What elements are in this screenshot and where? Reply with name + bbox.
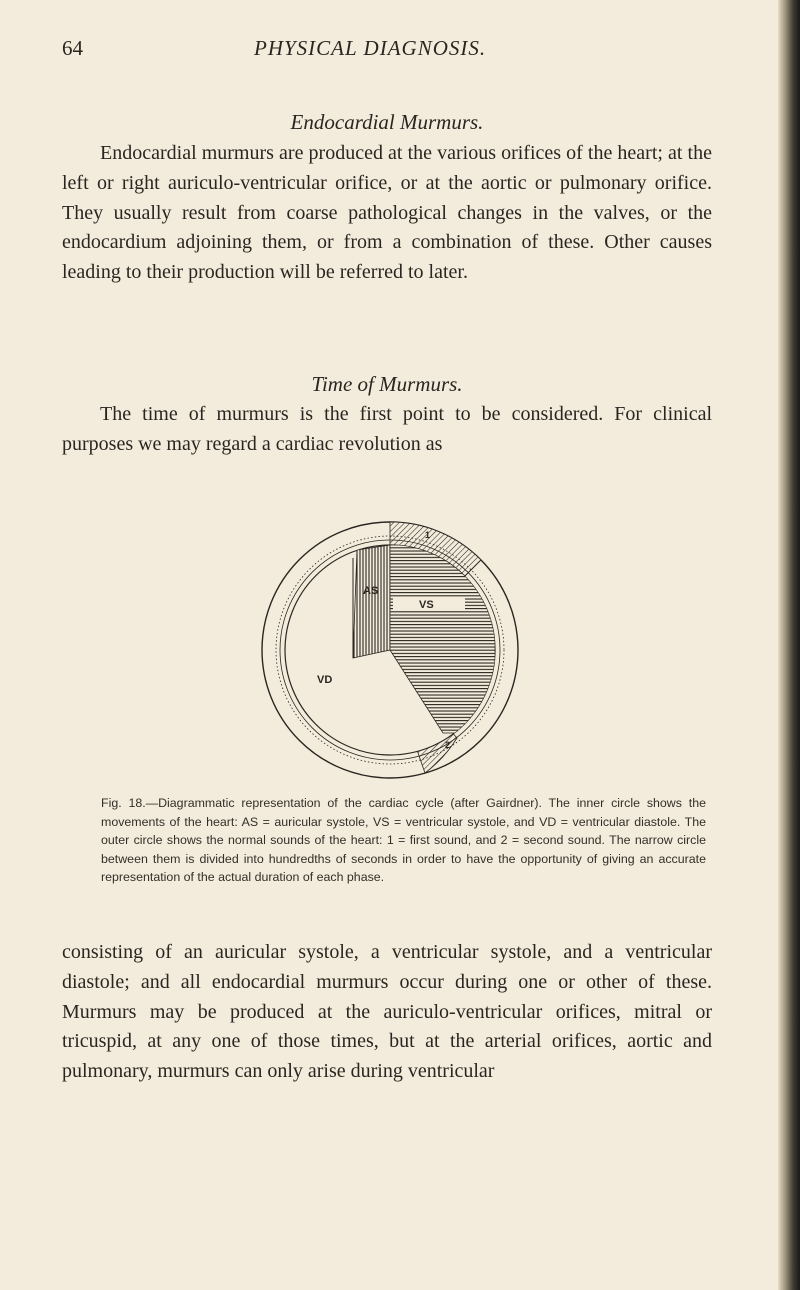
inner-circle-heart-movements xyxy=(285,545,495,755)
book-spine-edge xyxy=(778,0,800,1290)
label-ventricular-systole: VS xyxy=(419,599,434,611)
paragraph-endocardial-murmurs: Endocardial murmurs are produced at the various orifices of the heart; at the left or right auriculo-ventricular orifice, or at the aortic or pulmonary orifice. They usually result from coarse pathological changes in the valves, or the endocardium adjoining them, or from a combination of these. Other causes leading to their production will be referred to later. xyxy=(62,142,712,284)
cardiac-cycle-diagram xyxy=(245,518,545,783)
figure-caption: Fig. 18.—Diagrammatic representation of the cardiac cycle (after Gairdner). The inner circle shows the movements of the heart: AS = auricular systole, VS = ventricular systole, and VD = ventricular diastole. The outer circle shows the normal sounds of the heart: 1 = first sound, and 2 = second sound. The narrow circle between them is divided into hundredths of seconds in order to have the opportunity of giving an accurate representation of the actual duration of each phase. xyxy=(101,796,706,885)
label-first-sound: 1 xyxy=(425,530,431,540)
paragraph-continuation: consisting of an auricular systole, a ventricular systole, and a ventricular diastole; and all endocardial murmurs occur during one or other of these. Murmurs may be produced at the auriculo-ventricular orifices, mitral or tricuspid, at any one of those times, but at the arterial orifices, aortic and pulmonary, murmurs can only arise during ventricular xyxy=(62,941,712,1083)
section-heading-endocardial-murmurs: Endocardial Murmurs. xyxy=(290,110,484,134)
page-header xyxy=(62,36,712,66)
auricular-systole-sector xyxy=(353,545,390,658)
page-number: 64 xyxy=(62,36,83,60)
label-ventricular-diastole: VD xyxy=(317,674,333,686)
section-heading-time-of-murmurs: Time of Murmurs. xyxy=(311,372,463,396)
label-second-sound: 2 xyxy=(445,740,451,750)
label-auricular-systole: AS xyxy=(363,585,379,597)
running-title: PHYSICAL DIAGNOSIS. xyxy=(254,36,487,60)
paragraph-time-of-murmurs: The time of murmurs is the first point to be considered. For clinical purposes we may regard a cardiac revolution as xyxy=(62,403,712,455)
cardiac-cycle-svg xyxy=(245,518,545,783)
